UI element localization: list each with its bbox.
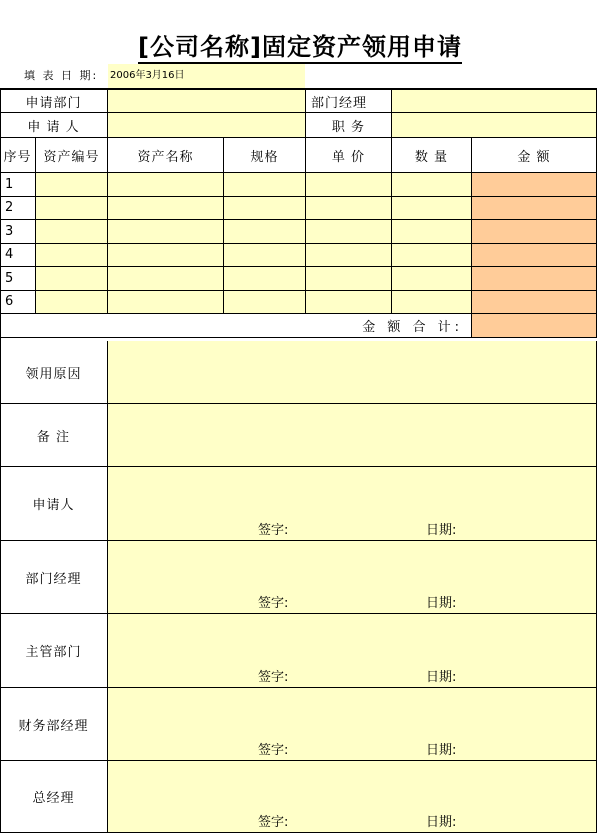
row-number: 5 <box>0 267 36 291</box>
table-cell-amount[interactable] <box>472 267 597 291</box>
fill-date-field[interactable]: 2006年3月16日 <box>108 64 305 88</box>
table-cell-quantity[interactable] <box>392 173 472 197</box>
section-label: 领用原因 <box>0 341 108 404</box>
col-amount: 金 额 <box>472 138 597 173</box>
dept-field[interactable] <box>108 90 306 113</box>
dept-label: 申请部门 <box>0 90 108 113</box>
total-label: 金 额 合 计: <box>0 314 472 338</box>
date-label: 日期: <box>426 670 457 685</box>
col-asset-code: 资产编号 <box>36 138 108 173</box>
signature-label: 签字: <box>258 670 289 685</box>
section-field[interactable] <box>108 614 597 688</box>
section-label: 主管部门 <box>0 614 108 688</box>
fill-date-label: 填 表 日 期: <box>24 69 99 82</box>
date-label: 日期: <box>426 523 457 538</box>
col-no: 序号 <box>0 138 36 173</box>
signature-label: 签字: <box>258 596 289 611</box>
table-cell-asset-code[interactable] <box>36 291 108 315</box>
table-cell-amount[interactable] <box>472 291 597 315</box>
col-quantity: 数 量 <box>392 138 472 173</box>
position-field[interactable] <box>392 113 597 138</box>
table-cell-spec[interactable] <box>224 244 306 268</box>
date-label: 日期: <box>426 596 457 611</box>
form-title: [公司名称]固定资产领用申请 <box>0 27 600 62</box>
section-label: 部门经理 <box>0 541 108 614</box>
table-cell-amount[interactable] <box>472 197 597 221</box>
row-number: 2 <box>0 197 36 221</box>
table-cell-unit-price[interactable] <box>306 267 392 291</box>
table-cell-quantity[interactable] <box>392 244 472 268</box>
table-cell-quantity[interactable] <box>392 220 472 244</box>
row-number: 3 <box>0 220 36 244</box>
table-cell-spec[interactable] <box>224 267 306 291</box>
table-cell-asset-code[interactable] <box>36 173 108 197</box>
table-cell-amount[interactable] <box>472 173 597 197</box>
table-cell-amount[interactable] <box>472 220 597 244</box>
section-label: 备 注 <box>0 404 108 467</box>
position-label: 职 务 <box>306 113 392 138</box>
signature-label: 签字: <box>258 743 289 758</box>
table-cell-spec[interactable] <box>224 220 306 244</box>
table-cell-asset-name[interactable] <box>108 244 224 268</box>
signature-label: 签字: <box>258 523 289 538</box>
section-field[interactable] <box>108 404 597 467</box>
table-cell-spec[interactable] <box>224 197 306 221</box>
table-cell-unit-price[interactable] <box>306 197 392 221</box>
applicant-field[interactable] <box>108 113 306 138</box>
row-number: 1 <box>0 173 36 197</box>
table-cell-unit-price[interactable] <box>306 291 392 315</box>
manager-field[interactable] <box>392 90 597 113</box>
table-cell-asset-name[interactable] <box>108 291 224 315</box>
col-asset-name: 资产名称 <box>108 138 224 173</box>
section-label: 总经理 <box>0 761 108 833</box>
section-field[interactable] <box>108 688 597 761</box>
section-label: 财务部经理 <box>0 688 108 761</box>
section-field[interactable] <box>108 761 597 833</box>
table-cell-asset-name[interactable] <box>108 267 224 291</box>
row-number: 6 <box>0 291 36 315</box>
table-cell-asset-code[interactable] <box>36 267 108 291</box>
table-cell-quantity[interactable] <box>392 197 472 221</box>
table-cell-spec[interactable] <box>224 291 306 315</box>
table-cell-unit-price[interactable] <box>306 173 392 197</box>
table-cell-unit-price[interactable] <box>306 220 392 244</box>
table-cell-asset-code[interactable] <box>36 220 108 244</box>
col-unit-price: 单 价 <box>306 138 392 173</box>
section-label: 申请人 <box>0 467 108 541</box>
signature-label: 签字: <box>258 815 289 830</box>
table-cell-quantity[interactable] <box>392 267 472 291</box>
table-cell-asset-name[interactable] <box>108 220 224 244</box>
table-cell-asset-code[interactable] <box>36 244 108 268</box>
manager-label: 部门经理 <box>306 90 392 113</box>
total-amount-field[interactable] <box>472 314 597 338</box>
col-spec: 规格 <box>224 138 306 173</box>
date-label: 日期: <box>426 743 457 758</box>
applicant-label: 申 请 人 <box>0 113 108 138</box>
table-cell-asset-name[interactable] <box>108 173 224 197</box>
date-label: 日期: <box>426 815 457 830</box>
table-cell-unit-price[interactable] <box>306 244 392 268</box>
table-cell-asset-name[interactable] <box>108 197 224 221</box>
table-cell-spec[interactable] <box>224 173 306 197</box>
table-cell-quantity[interactable] <box>392 291 472 315</box>
section-field[interactable] <box>108 541 597 614</box>
section-field[interactable] <box>108 341 597 404</box>
section-field[interactable] <box>108 467 597 541</box>
table-cell-amount[interactable] <box>472 244 597 268</box>
row-number: 4 <box>0 244 36 268</box>
table-cell-asset-code[interactable] <box>36 197 108 221</box>
